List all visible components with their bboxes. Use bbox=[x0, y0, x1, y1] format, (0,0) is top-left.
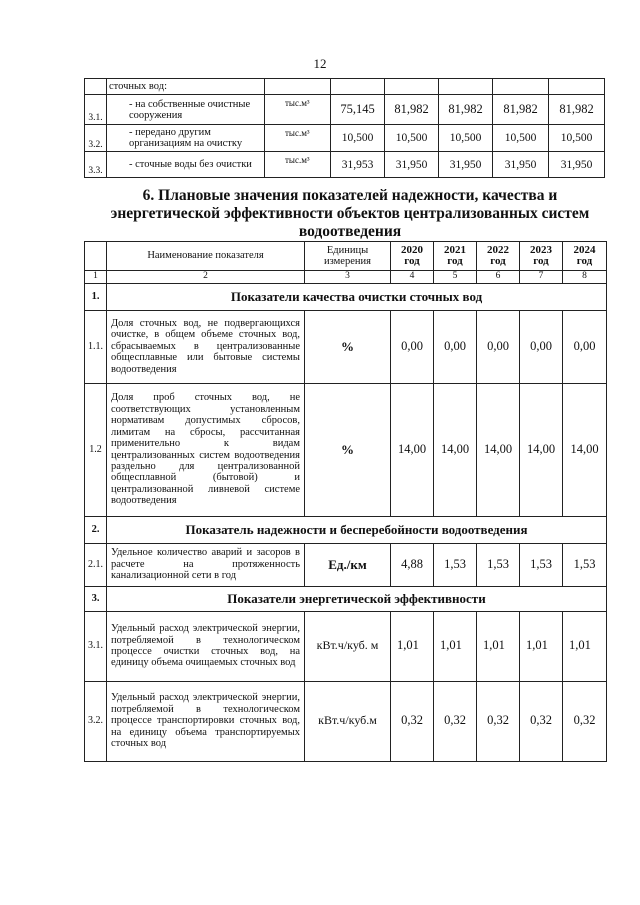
column-number: 7 bbox=[520, 271, 563, 284]
value-cell: 1,53 bbox=[520, 543, 563, 586]
section-number: 1. bbox=[85, 283, 107, 310]
value-cell: 75,145 bbox=[331, 95, 385, 125]
indicator-unit: кВт.ч/куб. м bbox=[305, 611, 391, 681]
value-cell: 1,53 bbox=[477, 543, 520, 586]
value-cell: 1,53 bbox=[434, 543, 477, 586]
column-number: 6 bbox=[477, 271, 520, 284]
section-heading: Показатели энергетической эффективности bbox=[107, 586, 607, 611]
section-heading: Показатель надежности и бесперебойности водоотведения bbox=[107, 516, 607, 543]
row-number: 3.1. bbox=[85, 611, 107, 681]
header-row bbox=[85, 242, 607, 271]
value-cell: 14,00 bbox=[434, 383, 477, 516]
header-unit: Единицы измерения bbox=[305, 242, 391, 271]
section-row bbox=[85, 283, 607, 310]
value-cell: 31,950 bbox=[493, 152, 549, 178]
table-row bbox=[85, 125, 605, 152]
row-number: 3.2. bbox=[85, 125, 107, 152]
header-year: 2022 год bbox=[477, 242, 520, 271]
value-cell: 14,00 bbox=[391, 383, 434, 516]
value-cell: 1,01 bbox=[477, 611, 520, 681]
section-title-line: энергетической эффективности объектов централизованных систем bbox=[110, 205, 590, 222]
table-cell bbox=[549, 79, 605, 95]
column-number: 1 bbox=[85, 271, 107, 284]
header-year: 2021 год bbox=[434, 242, 477, 271]
table-cell bbox=[439, 79, 493, 95]
value-cell: 81,982 bbox=[439, 95, 493, 125]
table-cell bbox=[385, 79, 439, 95]
value-cell: 31,953 bbox=[331, 152, 385, 178]
row-number: 2.1. bbox=[85, 543, 107, 586]
table-cell bbox=[265, 79, 331, 95]
value-cell: 81,982 bbox=[385, 95, 439, 125]
section-heading: Показатели качества очистки сточных вод bbox=[107, 283, 607, 310]
column-number-row bbox=[85, 271, 607, 284]
indicator-name: Удельный расход электрической энергии, потребляемой в технологическом процессе очистки сточных вод, на единицу объема очищаемых сточных вод bbox=[107, 611, 305, 681]
indicator-name: Удельное количество аварий и засоров в расчете на протяженность канализационной сети в год bbox=[107, 543, 305, 586]
value-cell: 0,00 bbox=[520, 310, 563, 383]
section-title bbox=[100, 187, 600, 241]
table-row bbox=[85, 95, 605, 125]
value-cell: 81,982 bbox=[493, 95, 549, 125]
indicator-name: Удельный расход электрической энергии, потребляемой в технологическом процессе транспортировки сточных вод, на единицу объема транспортируемых сточных вод bbox=[107, 681, 305, 761]
header-cell bbox=[85, 242, 107, 271]
table-row bbox=[85, 681, 607, 761]
value-cell: 10,500 bbox=[331, 125, 385, 152]
section-title-line: 6. Плановые значения показателей надежности, качества и bbox=[142, 187, 558, 204]
row-name: сточных вод: bbox=[107, 79, 265, 95]
column-number: 3 bbox=[305, 271, 391, 284]
page-number: 12 bbox=[313, 56, 327, 71]
table-cell bbox=[331, 79, 385, 95]
value-cell: 0,32 bbox=[520, 681, 563, 761]
table-row bbox=[85, 152, 605, 178]
row-number: 1.1. bbox=[85, 310, 107, 383]
value-cell: 4,88 bbox=[391, 543, 434, 586]
section-number: 2. bbox=[85, 516, 107, 543]
value-cell: 10,500 bbox=[549, 125, 605, 152]
row-number: 3.3. bbox=[85, 152, 107, 178]
value-cell: 31,950 bbox=[439, 152, 493, 178]
header-name: Наименование показателя bbox=[107, 242, 305, 271]
header-year: 2024 год bbox=[563, 242, 607, 271]
row-name: - передано другим организациям на очистку bbox=[107, 125, 265, 152]
indicator-unit: Ед./км bbox=[305, 543, 391, 586]
value-cell: 1,01 bbox=[563, 611, 607, 681]
value-cell: 1,01 bbox=[520, 611, 563, 681]
value-cell: 0,00 bbox=[477, 310, 520, 383]
value-cell: 10,500 bbox=[493, 125, 549, 152]
indicators-table bbox=[84, 241, 607, 762]
value-cell: 81,982 bbox=[549, 95, 605, 125]
indicator-unit: % bbox=[305, 383, 391, 516]
value-cell: 10,500 bbox=[439, 125, 493, 152]
table-row bbox=[85, 79, 605, 95]
row-name: - на собственные очистные сооружения bbox=[107, 95, 265, 125]
section-number: 3. bbox=[85, 586, 107, 611]
table-row bbox=[85, 611, 607, 681]
header-year: 2020 год bbox=[391, 242, 434, 271]
header-year: 2023 год bbox=[520, 242, 563, 271]
table-cell bbox=[493, 79, 549, 95]
indicator-unit: кВт.ч/куб.м bbox=[305, 681, 391, 761]
value-cell: 31,950 bbox=[385, 152, 439, 178]
value-cell: 14,00 bbox=[563, 383, 607, 516]
column-number: 2 bbox=[107, 271, 305, 284]
column-number: 8 bbox=[563, 271, 607, 284]
value-cell: 0,00 bbox=[563, 310, 607, 383]
value-cell: 0,32 bbox=[391, 681, 434, 761]
table-row bbox=[85, 310, 607, 383]
row-name: - сточные воды без очистки bbox=[107, 152, 265, 178]
row-unit: тыс.м³ bbox=[265, 152, 331, 178]
table-row bbox=[85, 543, 607, 586]
value-cell: 14,00 bbox=[477, 383, 520, 516]
column-number: 5 bbox=[434, 271, 477, 284]
value-cell: 0,00 bbox=[434, 310, 477, 383]
value-cell: 0,00 bbox=[391, 310, 434, 383]
value-cell: 0,32 bbox=[477, 681, 520, 761]
value-cell: 1,53 bbox=[563, 543, 607, 586]
row-unit: тыс.м³ bbox=[265, 125, 331, 152]
value-cell: 1,01 bbox=[391, 611, 434, 681]
row-unit: тыс.м³ bbox=[265, 95, 331, 125]
section-row bbox=[85, 586, 607, 611]
row-number: 1.2 bbox=[85, 383, 107, 516]
value-cell: 10,500 bbox=[385, 125, 439, 152]
value-cell: 0,32 bbox=[563, 681, 607, 761]
indicator-name: Доля сточных вод, не подвергающихся очистке, в общем объеме сточных вод, сбрасываемых в централизованные общесплавные или бытовые системы водоотведения bbox=[107, 310, 305, 383]
row-number: 3.1. bbox=[85, 95, 107, 125]
value-cell: 0,32 bbox=[434, 681, 477, 761]
value-cell: 1,01 bbox=[434, 611, 477, 681]
column-number: 4 bbox=[391, 271, 434, 284]
table-cell bbox=[85, 79, 107, 95]
value-cell: 31,950 bbox=[549, 152, 605, 178]
value-cell: 14,00 bbox=[520, 383, 563, 516]
previous-table-continuation bbox=[84, 78, 605, 178]
table-row bbox=[85, 383, 607, 516]
indicator-name: Доля проб сточных вод, не соответствующих установленным нормативам допустимых сбросов, лимитам на сбросы, рассчитанная применительно к видам централизованных систем водоотведения раздельно для централизованной общесплавной (бытовой) и централизованной ливневой системе водоотведения bbox=[107, 383, 305, 516]
section-row bbox=[85, 516, 607, 543]
section-title-line: водоотведения bbox=[298, 223, 402, 240]
indicator-unit: % bbox=[305, 310, 391, 383]
row-number: 3.2. bbox=[85, 681, 107, 761]
